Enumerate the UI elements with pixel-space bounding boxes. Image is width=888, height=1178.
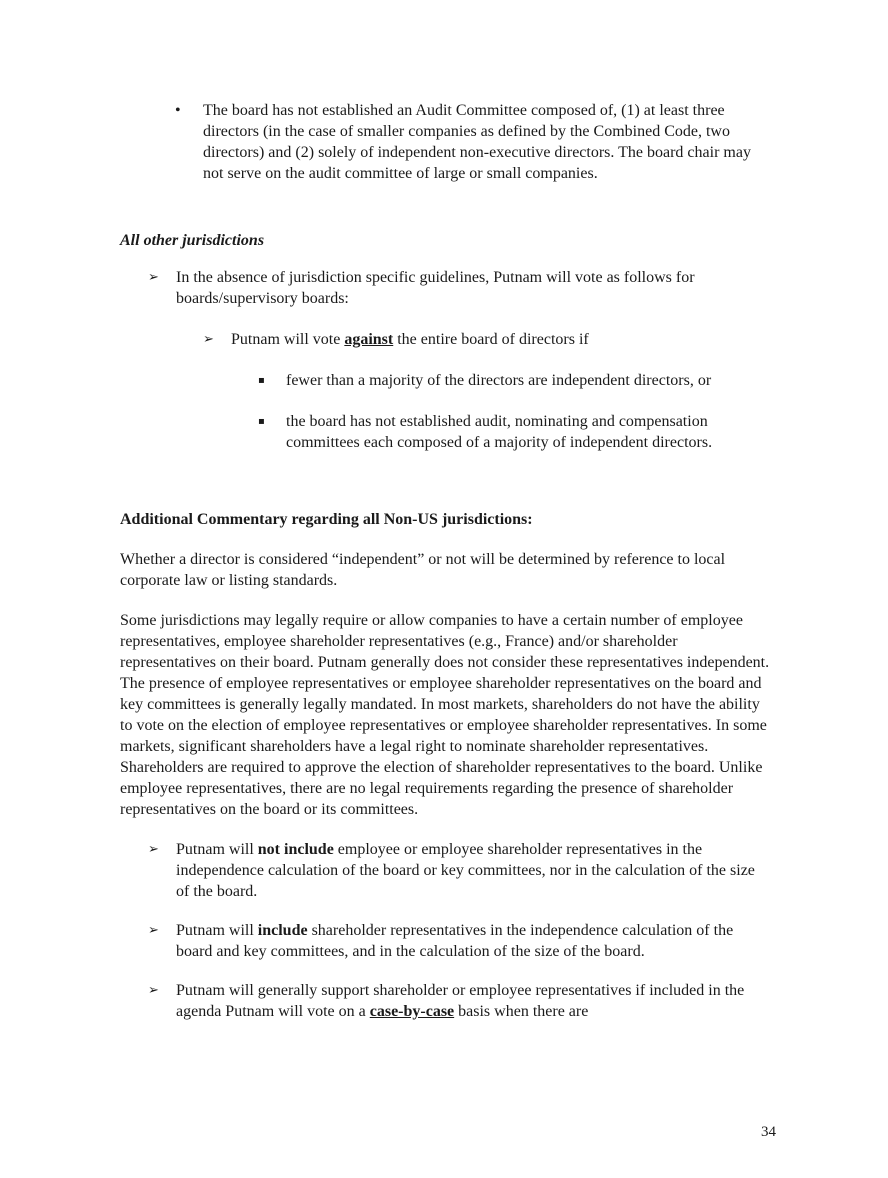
- all-other-jurisdictions-heading: All other jurisdictions: [120, 232, 265, 249]
- arrow-bullet-icon: ➢: [148, 983, 159, 998]
- absence-guidelines-text: In the absence of jurisdiction specific guidelines, Putnam will vote as follows for boards/supervisory boards:: [176, 269, 695, 307]
- support-representatives-text: Putnam will generally support shareholder or employee representatives if included in the agenda Putnam will vote on a case-by-case basis when there are: [176, 982, 745, 1020]
- audit-committee-bullet-text: The board has not established an Audit Committee composed of, (1) at least three directors (in the case of smaller companies as defined by the Combined Code, two directors) and (2) solely of independent non-executive directors. The board chair may not serve on the audit committee of large or small companies.: [203, 102, 751, 182]
- arrow-bullet-icon: ➢: [148, 923, 159, 938]
- support-representatives-item: [148, 980, 770, 1022]
- square-bullet-icon: ▪: [258, 416, 265, 427]
- vote-against-text: Putnam will vote against the entire board of directors if: [231, 331, 589, 348]
- square-bullet-icon: ▪: [258, 375, 265, 386]
- arrow-bullet-icon: ➢: [203, 332, 214, 347]
- arrow-bullet-icon: ➢: [148, 842, 159, 857]
- absence-guidelines-item: [148, 267, 770, 309]
- disc-bullet-icon: •: [175, 102, 181, 119]
- audit-committee-bullet-item: [175, 100, 770, 184]
- committees-not-established-item: [258, 411, 770, 453]
- independent-majority-item: [258, 370, 770, 391]
- not-include-text: Putnam will not include employee or employee shareholder representatives in the independence calculation of the board or key committees, nor in the calculation of the size of the board.: [176, 841, 755, 900]
- page-number: 34: [761, 1124, 776, 1140]
- include-text: Putnam will include shareholder representatives in the independence calculation of the board and key committees, and in the calculation of the size of the board.: [176, 922, 734, 960]
- independent-definition-paragraph: Whether a director is considered “independent” or not will be determined by reference to local corporate law or listing standards.: [120, 551, 726, 589]
- independent-majority-text: fewer than a majority of the directors are independent directors, or: [286, 372, 712, 389]
- jurisdictions-representatives-paragraph: Some jurisdictions may legally require or allow companies to have a certain number of employee representatives, employee shareholder representatives (e.g., France) and/or shareholder representatives on their board. Putnam generally does not consider these representatives independent. The presence of employee representatives or employee shareholder representatives on the board and key committees is generally legally mandated. In most markets, shareholders do not have the ability to vote on the election of employee representatives or employee shareholder representatives. In some markets, significant shareholders have a legal right to nominate shareholder representatives. Shareholders are required to approve the election of shareholder representatives to the board. Unlike employee representatives, there are no legal requirements regarding the presence of shareholder representatives on the board or its committees.: [120, 612, 770, 818]
- committees-not-established-text: the board has not established audit, nominating and compensation committees each composed of a majority of independent directors.: [286, 413, 713, 451]
- vote-against-item: [203, 329, 770, 350]
- additional-commentary-heading: Additional Commentary regarding all Non-US jurisdictions:: [120, 511, 533, 528]
- arrow-bullet-icon: ➢: [148, 270, 159, 285]
- not-include-item: [148, 839, 770, 902]
- include-item: [148, 920, 770, 962]
